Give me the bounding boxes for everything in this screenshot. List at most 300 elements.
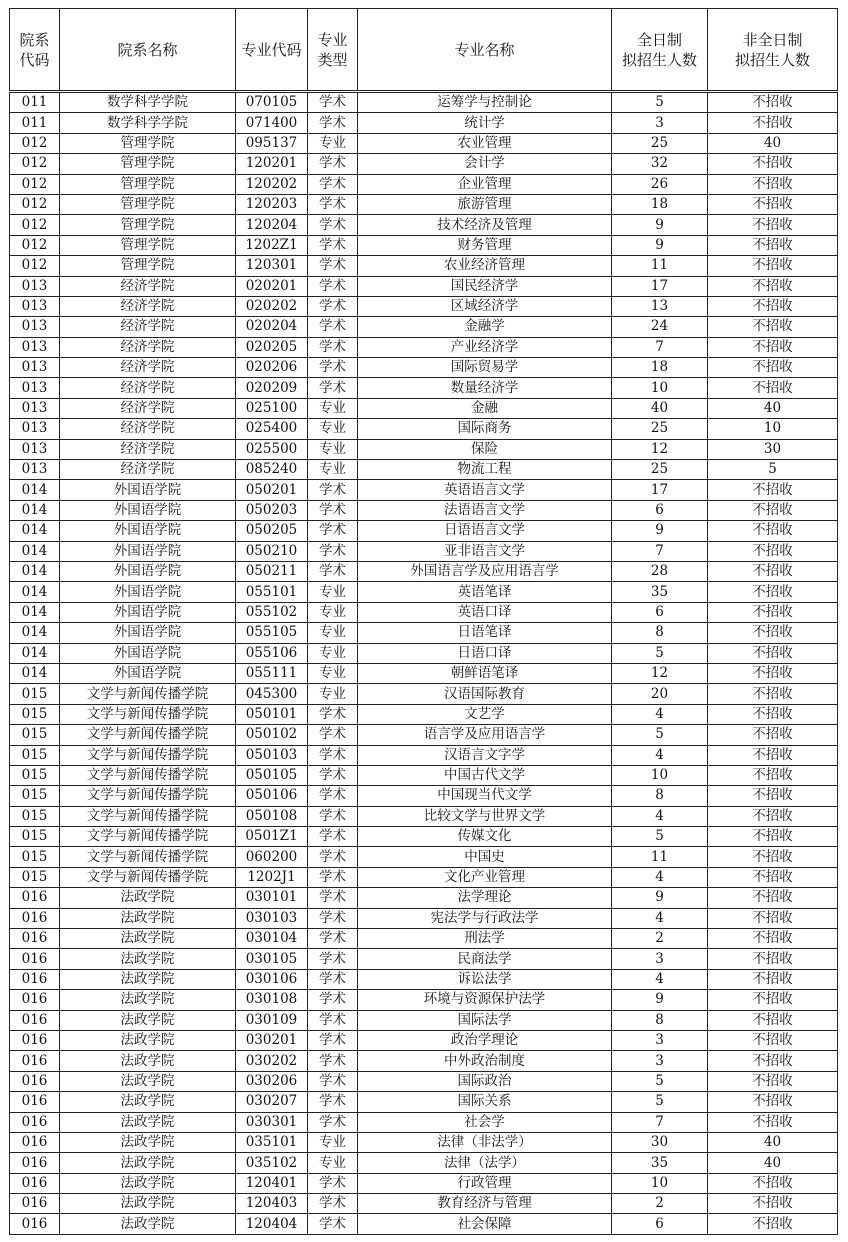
cell-dept-code: 015 — [10, 867, 60, 887]
header-line: 拟招生人数 — [621, 50, 697, 69]
cell-major-type: 学术 — [308, 867, 358, 887]
table-row — [10, 1010, 838, 1030]
cell-major-name: 比较文学与世界文学 — [358, 806, 612, 826]
cell-fulltime-quota: 35 — [612, 582, 708, 602]
cell-fulltime-quota: 40 — [612, 398, 708, 418]
cell-parttime-quota: 不招收 — [708, 745, 838, 765]
cell-dept-name: 文学与新闻传播学院 — [60, 847, 236, 867]
cell-parttime-quota: 不招收 — [708, 215, 838, 235]
cell-dept-code: 016 — [10, 1153, 60, 1173]
cell-major-name: 日语笔译 — [358, 623, 612, 643]
cell-dept-code: 012 — [10, 256, 60, 276]
cell-major-code: 1202Z1 — [236, 235, 308, 255]
cell-major-type: 学术 — [308, 847, 358, 867]
cell-major-type: 学术 — [308, 113, 358, 133]
header-major-name — [358, 9, 612, 92]
cell-fulltime-quota: 5 — [612, 92, 708, 113]
cell-fulltime-quota: 11 — [612, 847, 708, 867]
cell-fulltime-quota: 4 — [612, 908, 708, 928]
cell-major-code: 020206 — [236, 358, 308, 378]
cell-major-name: 外国语言学及应用语言学 — [358, 561, 612, 581]
cell-major-code: 030201 — [236, 1030, 308, 1050]
cell-dept-code: 015 — [10, 765, 60, 785]
cell-major-type: 专业 — [308, 582, 358, 602]
table-row — [10, 419, 838, 439]
cell-dept-code: 016 — [10, 1092, 60, 1112]
cell-fulltime-quota: 5 — [612, 643, 708, 663]
cell-major-type: 学术 — [308, 704, 358, 724]
cell-parttime-quota: 不招收 — [708, 806, 838, 826]
cell-major-type: 学术 — [308, 949, 358, 969]
cell-major-type: 学术 — [308, 521, 358, 541]
cell-major-code: 030105 — [236, 949, 308, 969]
cell-dept-code: 016 — [10, 990, 60, 1010]
cell-dept-name: 法政学院 — [60, 969, 236, 989]
cell-parttime-quota: 不招收 — [708, 1071, 838, 1091]
cell-major-name: 国际关系 — [358, 1092, 612, 1112]
cell-fulltime-quota: 3 — [612, 1030, 708, 1050]
cell-fulltime-quota: 24 — [612, 317, 708, 337]
cell-major-code: 055101 — [236, 582, 308, 602]
cell-dept-code: 014 — [10, 663, 60, 683]
cell-major-name: 国际贸易学 — [358, 358, 612, 378]
cell-parttime-quota: 不招收 — [708, 1010, 838, 1030]
cell-parttime-quota: 不招收 — [708, 888, 838, 908]
cell-fulltime-quota: 4 — [612, 806, 708, 826]
cell-major-code: 050101 — [236, 704, 308, 724]
cell-major-type: 学术 — [308, 480, 358, 500]
cell-major-name: 行政管理 — [358, 1173, 612, 1193]
cell-fulltime-quota: 4 — [612, 969, 708, 989]
cell-major-name: 产业经济学 — [358, 337, 612, 357]
cell-dept-name: 外国语学院 — [60, 561, 236, 581]
cell-parttime-quota: 不招收 — [708, 929, 838, 949]
cell-major-name: 财务管理 — [358, 235, 612, 255]
cell-fulltime-quota: 10 — [612, 765, 708, 785]
cell-dept-code: 012 — [10, 174, 60, 194]
cell-major-name: 日语口译 — [358, 643, 612, 663]
cell-major-code: 120203 — [236, 194, 308, 214]
cell-dept-code: 013 — [10, 378, 60, 398]
cell-parttime-quota: 不招收 — [708, 541, 838, 561]
table-header — [10, 9, 838, 92]
cell-parttime-quota: 40 — [708, 1153, 838, 1173]
cell-parttime-quota: 不招收 — [708, 1112, 838, 1132]
header-major-type — [308, 9, 358, 92]
cell-dept-name: 经济学院 — [60, 337, 236, 357]
cell-parttime-quota: 不招收 — [708, 317, 838, 337]
cell-major-name: 国际政治 — [358, 1071, 612, 1091]
cell-major-code: 050103 — [236, 745, 308, 765]
cell-dept-name: 文学与新闻传播学院 — [60, 765, 236, 785]
cell-dept-name: 文学与新闻传播学院 — [60, 786, 236, 806]
cell-parttime-quota: 不招收 — [708, 990, 838, 1010]
cell-dept-code: 013 — [10, 317, 60, 337]
cell-dept-name: 管理学院 — [60, 215, 236, 235]
table-row — [10, 1194, 838, 1214]
cell-major-type: 学术 — [308, 1051, 358, 1071]
cell-major-name: 国际商务 — [358, 419, 612, 439]
cell-major-name: 金融 — [358, 398, 612, 418]
cell-parttime-quota: 不招收 — [708, 1194, 838, 1214]
cell-major-name: 法学理论 — [358, 888, 612, 908]
table-row — [10, 92, 838, 113]
table-row — [10, 480, 838, 500]
cell-major-name: 朝鲜语笔译 — [358, 663, 612, 683]
cell-dept-code: 013 — [10, 460, 60, 480]
table-row — [10, 561, 838, 581]
cell-major-code: 055105 — [236, 623, 308, 643]
cell-major-name: 政治学理论 — [358, 1030, 612, 1050]
cell-major-type: 学术 — [308, 745, 358, 765]
cell-dept-name: 经济学院 — [60, 296, 236, 316]
cell-dept-name: 经济学院 — [60, 317, 236, 337]
cell-major-name: 文化产业管理 — [358, 867, 612, 887]
cell-parttime-quota: 不招收 — [708, 684, 838, 704]
cell-major-name: 国民经济学 — [358, 276, 612, 296]
cell-dept-name: 外国语学院 — [60, 663, 236, 683]
cell-parttime-quota: 40 — [708, 133, 838, 153]
cell-major-name: 数量经济学 — [358, 378, 612, 398]
cell-dept-code: 012 — [10, 194, 60, 214]
cell-major-type: 专业 — [308, 684, 358, 704]
cell-major-type: 学术 — [308, 1030, 358, 1050]
header-line: 非全日制 — [742, 30, 803, 49]
cell-major-type: 学术 — [308, 786, 358, 806]
table-row — [10, 337, 838, 357]
table-body — [10, 92, 838, 1235]
cell-dept-name: 外国语学院 — [60, 643, 236, 663]
cell-dept-name: 法政学院 — [60, 990, 236, 1010]
cell-dept-name: 法政学院 — [60, 1112, 236, 1132]
cell-major-name: 金融学 — [358, 317, 612, 337]
cell-dept-code: 015 — [10, 704, 60, 724]
cell-parttime-quota: 不招收 — [708, 1051, 838, 1071]
table-row — [10, 317, 838, 337]
cell-fulltime-quota: 10 — [612, 378, 708, 398]
cell-dept-name: 外国语学院 — [60, 623, 236, 643]
header-line: 全日制 — [636, 30, 682, 49]
table-row — [10, 1153, 838, 1173]
cell-major-code: 1202J1 — [236, 867, 308, 887]
cell-major-code: 025500 — [236, 439, 308, 459]
cell-dept-name: 管理学院 — [60, 256, 236, 276]
cell-major-type: 专业 — [308, 1153, 358, 1173]
cell-dept-name: 法政学院 — [60, 1030, 236, 1050]
cell-major-name: 保险 — [358, 439, 612, 459]
cell-major-code: 120201 — [236, 154, 308, 174]
cell-major-code: 020209 — [236, 378, 308, 398]
cell-dept-code: 012 — [10, 133, 60, 153]
cell-dept-name: 经济学院 — [60, 419, 236, 439]
cell-dept-code: 011 — [10, 92, 60, 113]
cell-dept-code: 013 — [10, 439, 60, 459]
table-row — [10, 1132, 838, 1152]
cell-major-code: 030103 — [236, 908, 308, 928]
table-row — [10, 725, 838, 745]
cell-dept-code: 012 — [10, 235, 60, 255]
cell-major-code: 025100 — [236, 398, 308, 418]
cell-major-name: 文艺学 — [358, 704, 612, 724]
cell-fulltime-quota: 11 — [612, 256, 708, 276]
cell-major-type: 学术 — [308, 969, 358, 989]
cell-dept-name: 数学科学学院 — [60, 92, 236, 113]
cell-fulltime-quota: 7 — [612, 1112, 708, 1132]
cell-major-name: 宪法学与行政法学 — [358, 908, 612, 928]
cell-parttime-quota: 30 — [708, 439, 838, 459]
cell-dept-code: 013 — [10, 337, 60, 357]
cell-dept-code: 016 — [10, 888, 60, 908]
cell-fulltime-quota: 5 — [612, 827, 708, 847]
cell-fulltime-quota: 25 — [612, 133, 708, 153]
table-row — [10, 827, 838, 847]
cell-fulltime-quota: 9 — [612, 235, 708, 255]
cell-major-type: 学术 — [308, 541, 358, 561]
cell-fulltime-quota: 3 — [612, 113, 708, 133]
cell-parttime-quota: 不招收 — [708, 949, 838, 969]
cell-fulltime-quota: 32 — [612, 154, 708, 174]
table-row — [10, 949, 838, 969]
table-row — [10, 867, 838, 887]
cell-major-type: 专业 — [308, 133, 358, 153]
cell-major-type: 学术 — [308, 500, 358, 520]
cell-dept-code: 014 — [10, 582, 60, 602]
cell-major-code: 071400 — [236, 113, 308, 133]
cell-fulltime-quota: 2 — [612, 1194, 708, 1214]
cell-major-code: 120401 — [236, 1173, 308, 1193]
cell-major-name: 统计学 — [358, 113, 612, 133]
cell-major-code: 050105 — [236, 765, 308, 785]
table-row — [10, 541, 838, 561]
cell-dept-name: 外国语学院 — [60, 602, 236, 622]
cell-parttime-quota: 不招收 — [708, 92, 838, 113]
cell-parttime-quota: 不招收 — [708, 765, 838, 785]
cell-fulltime-quota: 4 — [612, 704, 708, 724]
cell-dept-code: 014 — [10, 480, 60, 500]
cell-major-code: 035102 — [236, 1153, 308, 1173]
cell-major-type: 学术 — [308, 725, 358, 745]
header-line: 拟招生人数 — [734, 50, 810, 69]
cell-major-type: 学术 — [308, 765, 358, 785]
header-major-code — [236, 9, 308, 92]
cell-major-code: 025400 — [236, 419, 308, 439]
cell-major-name: 教育经济与管理 — [358, 1194, 612, 1214]
cell-major-name: 日语语言文学 — [358, 521, 612, 541]
cell-parttime-quota: 不招收 — [708, 194, 838, 214]
cell-major-code: 020205 — [236, 337, 308, 357]
table-row — [10, 439, 838, 459]
cell-dept-name: 法政学院 — [60, 949, 236, 969]
cell-parttime-quota: 不招收 — [708, 561, 838, 581]
cell-fulltime-quota: 10 — [612, 1173, 708, 1193]
cell-dept-name: 法政学院 — [60, 1173, 236, 1193]
cell-major-name: 诉讼法学 — [358, 969, 612, 989]
cell-major-code: 030301 — [236, 1112, 308, 1132]
table-row — [10, 1051, 838, 1071]
cell-major-code: 120403 — [236, 1194, 308, 1214]
cell-major-name: 中外政治制度 — [358, 1051, 612, 1071]
cell-major-name: 英语语言文学 — [358, 480, 612, 500]
cell-major-name: 传媒文化 — [358, 827, 612, 847]
cell-parttime-quota: 不招收 — [708, 256, 838, 276]
cell-major-name: 民商法学 — [358, 949, 612, 969]
cell-fulltime-quota: 17 — [612, 276, 708, 296]
table-row — [10, 113, 838, 133]
table-row — [10, 623, 838, 643]
cell-dept-name: 经济学院 — [60, 378, 236, 398]
cell-major-name: 汉语国际教育 — [358, 684, 612, 704]
cell-major-type: 学术 — [308, 929, 358, 949]
cell-major-type: 学术 — [308, 215, 358, 235]
cell-fulltime-quota: 12 — [612, 663, 708, 683]
cell-dept-code: 016 — [10, 1051, 60, 1071]
cell-major-type: 学术 — [308, 827, 358, 847]
table-row — [10, 500, 838, 520]
cell-major-code: 030202 — [236, 1051, 308, 1071]
cell-dept-code: 015 — [10, 745, 60, 765]
cell-major-name: 法律（非法学） — [358, 1132, 612, 1152]
cell-major-name: 刑法学 — [358, 929, 612, 949]
cell-major-code: 095137 — [236, 133, 308, 153]
table-row — [10, 1173, 838, 1193]
cell-major-code: 050102 — [236, 725, 308, 745]
cell-dept-name: 文学与新闻传播学院 — [60, 806, 236, 826]
table-row — [10, 460, 838, 480]
cell-fulltime-quota: 7 — [612, 337, 708, 357]
cell-fulltime-quota: 7 — [612, 541, 708, 561]
cell-parttime-quota: 不招收 — [708, 847, 838, 867]
cell-major-type: 学术 — [308, 378, 358, 398]
cell-major-name: 区域经济学 — [358, 296, 612, 316]
cell-fulltime-quota: 20 — [612, 684, 708, 704]
cell-parttime-quota: 不招收 — [708, 643, 838, 663]
cell-dept-name: 数学科学学院 — [60, 113, 236, 133]
cell-dept-code: 016 — [10, 1194, 60, 1214]
cell-dept-code: 016 — [10, 929, 60, 949]
cell-dept-name: 文学与新闻传播学院 — [60, 725, 236, 745]
cell-parttime-quota: 不招收 — [708, 296, 838, 316]
cell-major-type: 专业 — [308, 623, 358, 643]
table-row — [10, 1030, 838, 1050]
cell-parttime-quota: 不招收 — [708, 725, 838, 745]
cell-major-code: 050106 — [236, 786, 308, 806]
cell-dept-code: 015 — [10, 847, 60, 867]
cell-major-type: 学术 — [308, 92, 358, 113]
cell-dept-name: 法政学院 — [60, 1051, 236, 1071]
cell-parttime-quota: 40 — [708, 1132, 838, 1152]
cell-fulltime-quota: 9 — [612, 215, 708, 235]
table-row — [10, 1112, 838, 1132]
cell-major-code: 120204 — [236, 215, 308, 235]
cell-dept-name: 外国语学院 — [60, 500, 236, 520]
table-row — [10, 174, 838, 194]
cell-parttime-quota: 不招收 — [708, 623, 838, 643]
header-dept-code — [10, 9, 60, 92]
table-row — [10, 398, 838, 418]
cell-dept-name: 管理学院 — [60, 154, 236, 174]
cell-dept-code: 015 — [10, 806, 60, 826]
table-row — [10, 256, 838, 276]
cell-fulltime-quota: 8 — [612, 623, 708, 643]
table-row — [10, 745, 838, 765]
cell-major-type: 学术 — [308, 990, 358, 1010]
cell-dept-code: 012 — [10, 154, 60, 174]
cell-fulltime-quota: 18 — [612, 358, 708, 378]
table-row — [10, 1214, 838, 1234]
cell-major-type: 学术 — [308, 561, 358, 581]
cell-parttime-quota: 不招收 — [708, 867, 838, 887]
cell-parttime-quota: 不招收 — [708, 235, 838, 255]
cell-dept-name: 文学与新闻传播学院 — [60, 867, 236, 887]
cell-major-type: 专业 — [308, 398, 358, 418]
cell-major-type: 学术 — [308, 1173, 358, 1193]
table-row — [10, 235, 838, 255]
cell-major-name: 汉语言文字学 — [358, 745, 612, 765]
cell-major-code: 030109 — [236, 1010, 308, 1030]
cell-fulltime-quota: 9 — [612, 990, 708, 1010]
cell-parttime-quota: 不招收 — [708, 1173, 838, 1193]
cell-fulltime-quota: 12 — [612, 439, 708, 459]
cell-dept-code: 015 — [10, 786, 60, 806]
table-row — [10, 704, 838, 724]
table-row — [10, 888, 838, 908]
cell-fulltime-quota: 5 — [612, 1092, 708, 1112]
cell-major-name: 社会保障 — [358, 1214, 612, 1234]
cell-dept-code: 016 — [10, 949, 60, 969]
cell-major-type: 专业 — [308, 1132, 358, 1152]
cell-major-code: 050108 — [236, 806, 308, 826]
cell-major-code: 045300 — [236, 684, 308, 704]
cell-fulltime-quota: 25 — [612, 419, 708, 439]
table-row — [10, 847, 838, 867]
cell-parttime-quota: 不招收 — [708, 174, 838, 194]
cell-major-name: 旅游管理 — [358, 194, 612, 214]
cell-parttime-quota: 10 — [708, 419, 838, 439]
cell-fulltime-quota: 18 — [612, 194, 708, 214]
cell-fulltime-quota: 13 — [612, 296, 708, 316]
cell-major-code: 085240 — [236, 460, 308, 480]
cell-parttime-quota: 不招收 — [708, 154, 838, 174]
cell-major-type: 专业 — [308, 643, 358, 663]
cell-fulltime-quota: 3 — [612, 1051, 708, 1071]
cell-fulltime-quota: 8 — [612, 1010, 708, 1030]
cell-dept-code: 016 — [10, 1112, 60, 1132]
header-parttime-quota — [708, 9, 838, 92]
cell-major-code: 030104 — [236, 929, 308, 949]
cell-dept-name: 外国语学院 — [60, 582, 236, 602]
cell-parttime-quota: 不招收 — [708, 378, 838, 398]
cell-dept-name: 经济学院 — [60, 276, 236, 296]
cell-dept-code: 013 — [10, 398, 60, 418]
cell-dept-name: 法政学院 — [60, 908, 236, 928]
cell-dept-name: 经济学院 — [60, 460, 236, 480]
cell-dept-code: 015 — [10, 725, 60, 745]
cell-major-name: 农业经济管理 — [358, 256, 612, 276]
cell-major-type: 学术 — [308, 337, 358, 357]
header-line: 专业代码 — [241, 40, 302, 59]
cell-major-name: 农业管理 — [358, 133, 612, 153]
cell-dept-code: 013 — [10, 276, 60, 296]
cell-fulltime-quota: 2 — [612, 929, 708, 949]
cell-parttime-quota: 不招收 — [708, 276, 838, 296]
table-row — [10, 378, 838, 398]
cell-major-code: 020204 — [236, 317, 308, 337]
cell-major-name: 国际法学 — [358, 1010, 612, 1030]
cell-major-type: 学术 — [308, 806, 358, 826]
cell-fulltime-quota: 9 — [612, 888, 708, 908]
cell-fulltime-quota: 5 — [612, 725, 708, 745]
cell-major-code: 055102 — [236, 602, 308, 622]
